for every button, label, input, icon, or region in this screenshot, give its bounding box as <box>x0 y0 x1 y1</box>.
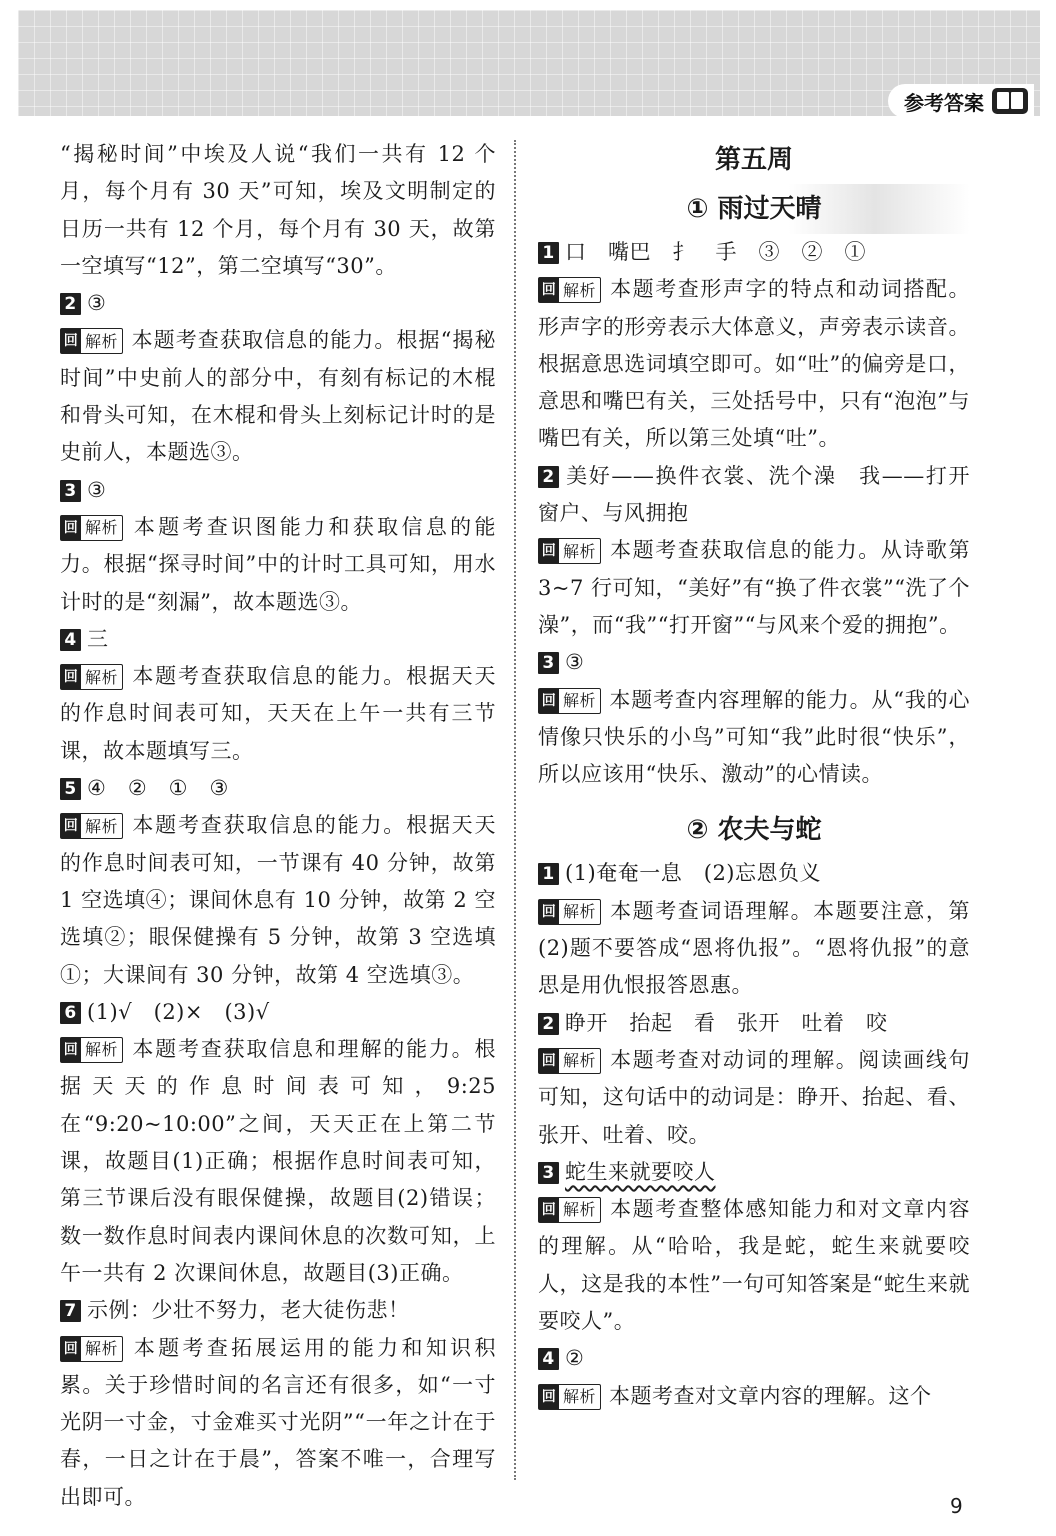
analysis-tag: 回 解析 <box>60 1336 123 1362</box>
analysis-row <box>538 532 970 644</box>
analysis-row <box>60 322 496 471</box>
question-number: 1 <box>538 863 559 885</box>
answer-row <box>538 234 970 271</box>
analysis-text: 本题考查词语理解。本题要注意，第(2)题不要答成“恩将仇报”。“恩将仇报”的意思是用仇恨报答恩惠。 <box>538 898 970 998</box>
analysis-tag: 回 解析 <box>538 538 601 564</box>
answer-key-label: 参考答案 <box>904 90 984 115</box>
answer-text: ② <box>565 1346 585 1371</box>
lesson-title: ① 雨过天晴 <box>538 184 970 234</box>
answer-row <box>60 472 496 509</box>
analysis-row <box>538 1042 970 1154</box>
question-number: 2 <box>538 1013 559 1035</box>
book-icon <box>992 88 1028 114</box>
analysis-tag: 回 解析 <box>60 664 123 690</box>
analysis-text: 本题考查获取信息和理解的能力。根据天天的作息时间表可知，9:25 在“9:20~10:00”之间，天天正在上第二节课，故题目(1)正确；根据作息时间表可知，第三节课后没有眼保健操，故题目(2)错误；数一数作息时间表内课间休息的次数可知，上午一共有 2 次课间休息，故题目(3)正确。 <box>60 1037 496 1285</box>
answer-text: 睁开 抬起 看 张开 吐着 咬 <box>565 1010 888 1035</box>
answer-row <box>60 285 496 322</box>
answer-row <box>60 994 496 1031</box>
question-number: 6 <box>60 1002 81 1024</box>
analysis-text: 本题考查获取信息的能力。从诗歌第 3~7 行可知，“美好”有“换了件衣裳”“洗了个澡”，而“我”“打开窗”“与风来个爱的拥抱”。 <box>538 538 970 637</box>
answer-text: ③ <box>87 477 107 502</box>
week-title: 第五周 <box>714 145 793 175</box>
answer-text: 蛇生来就要咬人 <box>565 1159 716 1184</box>
analysis-text: 本题考查获取信息的能力。根据天天的作息时间表可知，一节课有 40 分钟，故第 1 空选填④；课间休息有 10 分钟，故第 2 空选填②；眼保健操有 5 分钟，故第 3 空选填①；大课间有 30 分钟，故第 4 空选填③。 <box>60 813 496 987</box>
analysis-row <box>60 509 496 621</box>
analysis-tag: 回 解析 <box>538 688 601 714</box>
answer-row <box>538 855 970 892</box>
analysis-text: 本题考查整体感知能力和对文章内容的理解。从“哈哈，我是蛇，蛇生来就要咬人，这是我的本性”一句可知答案是“蛇生来就要咬人”。 <box>538 1197 970 1334</box>
answer-text: (1)奄奄一息 (2)忘恩负义 <box>565 861 821 886</box>
analysis-tag: 回 解析 <box>60 813 123 839</box>
answer-text: ③ <box>565 650 585 675</box>
analysis-row <box>538 1378 970 1415</box>
analysis-text: 本题考查对文章内容的理解。这个 <box>609 1383 932 1408</box>
page-number: 9 <box>950 1494 963 1518</box>
left-column <box>60 136 496 1516</box>
analysis-text: 本题考查形声字的特点和动词搭配。形声字的形旁表示大体意义，声旁表示读音。根据意思选词填空即可。如“吐”的偏旁是口，意思和嘴巴有关，三处括号中，只有“泡泡”与嘴巴有关，所以第三处填“吐”。 <box>538 277 970 451</box>
right-column <box>538 136 970 1415</box>
analysis-text: 本题考查获取信息的能力。根据天天的作息时间表可知，天天在上午一共有三节课，故本题填写三。 <box>60 664 496 763</box>
lesson-title: ② 农夫与蛇 <box>686 815 822 846</box>
answer-text: ④ ② ① ③ <box>87 776 229 801</box>
analysis-row <box>60 658 496 770</box>
analysis-text: 本题考查识图能力和获取信息的能力。根据“探寻时间”中的计时工具可知，用水计时的是“刻漏”，故本题选③。 <box>60 514 496 614</box>
analysis-row <box>538 1191 970 1340</box>
question-number: 4 <box>60 629 81 651</box>
question-number: 5 <box>60 778 81 800</box>
answer-row <box>60 1292 496 1329</box>
header-band <box>18 10 1040 116</box>
analysis-tag: 回 解析 <box>538 277 601 303</box>
answer-row <box>60 770 496 807</box>
analysis-row <box>538 682 970 794</box>
answer-text: 美好——换件衣裳、洗个澡 我——打开窗户、与风拥抱 <box>538 463 970 526</box>
question-number: 3 <box>538 652 559 674</box>
answer-text: ③ <box>87 291 107 316</box>
analysis-tag: 回 解析 <box>538 1384 601 1410</box>
analysis-row <box>60 1031 496 1292</box>
answer-key-tab <box>888 84 1034 118</box>
analysis-row <box>538 893 970 1005</box>
question-number: 2 <box>60 293 81 315</box>
answer-row <box>538 1154 970 1191</box>
analysis-text: 本题考查拓展运用的能力和知识积累。关于珍惜时间的名言还有很多，如“一寸光阴一寸金，寸金难买寸光阴”“一年之计在于春，一日之计在于晨”，答案不唯一，合理写出即可。 <box>60 1335 496 1509</box>
question-number: 7 <box>60 1300 81 1322</box>
answer-row <box>538 458 970 533</box>
analysis-tag: 回 解析 <box>60 1037 123 1063</box>
question-number: 3 <box>60 480 81 502</box>
analysis-row <box>538 271 970 457</box>
question-number: 3 <box>538 1162 559 1184</box>
analysis-text: 本题考查获取信息的能力。根据“揭秘时间”中史前人的部分中，有刻有标记的木棍和骨头可知，在木棍和骨头上刻标记计时的是史前人，本题选③。 <box>60 328 496 465</box>
question-number: 4 <box>538 1348 559 1370</box>
analysis-tag: 回 解析 <box>60 328 123 354</box>
intro-text: “揭秘时间”中埃及人说“我们一共有 12 个月，每个月有 30 天”可知，埃及文明制定的日历一共有 12 个月，每个月有 30 天，故第一空填写“12”，第二空填写“30”。 <box>60 142 496 278</box>
analysis-text: 本题考查内容理解的能力。从“我的心情像只快乐的小鸟”可知“我”此时很“快乐”，所以应该用“快乐、激动”的心情读。 <box>538 687 970 787</box>
analysis-tag: 回 解析 <box>538 899 601 925</box>
analysis-text: 本题考查对动词的理解。阅读画线句可知，这句话中的动词是：睁开、抬起、看、张开、吐着、咬。 <box>538 1047 970 1147</box>
answer-row <box>60 621 496 658</box>
analysis-tag: 回 解析 <box>538 1048 601 1074</box>
analysis-tag: 回 解析 <box>538 1197 601 1223</box>
answer-row <box>538 644 970 681</box>
answer-row <box>538 1005 970 1042</box>
analysis-row <box>60 807 496 993</box>
question-number: 2 <box>538 466 559 488</box>
answer-text: 三 <box>87 626 109 651</box>
column-divider <box>514 140 516 1480</box>
analysis-row <box>60 1330 496 1516</box>
question-number: 1 <box>538 242 559 264</box>
answer-text: (1)√ (2)× (3)√ <box>87 999 270 1024</box>
answer-row <box>538 1340 970 1377</box>
answer-text: 示例：少壮不努力，老大徒伤悲！ <box>87 1298 410 1323</box>
answer-text: 口 嘴巴 扌 手 ③ ② ① <box>565 240 866 264</box>
analysis-tag: 回 解析 <box>60 515 123 541</box>
